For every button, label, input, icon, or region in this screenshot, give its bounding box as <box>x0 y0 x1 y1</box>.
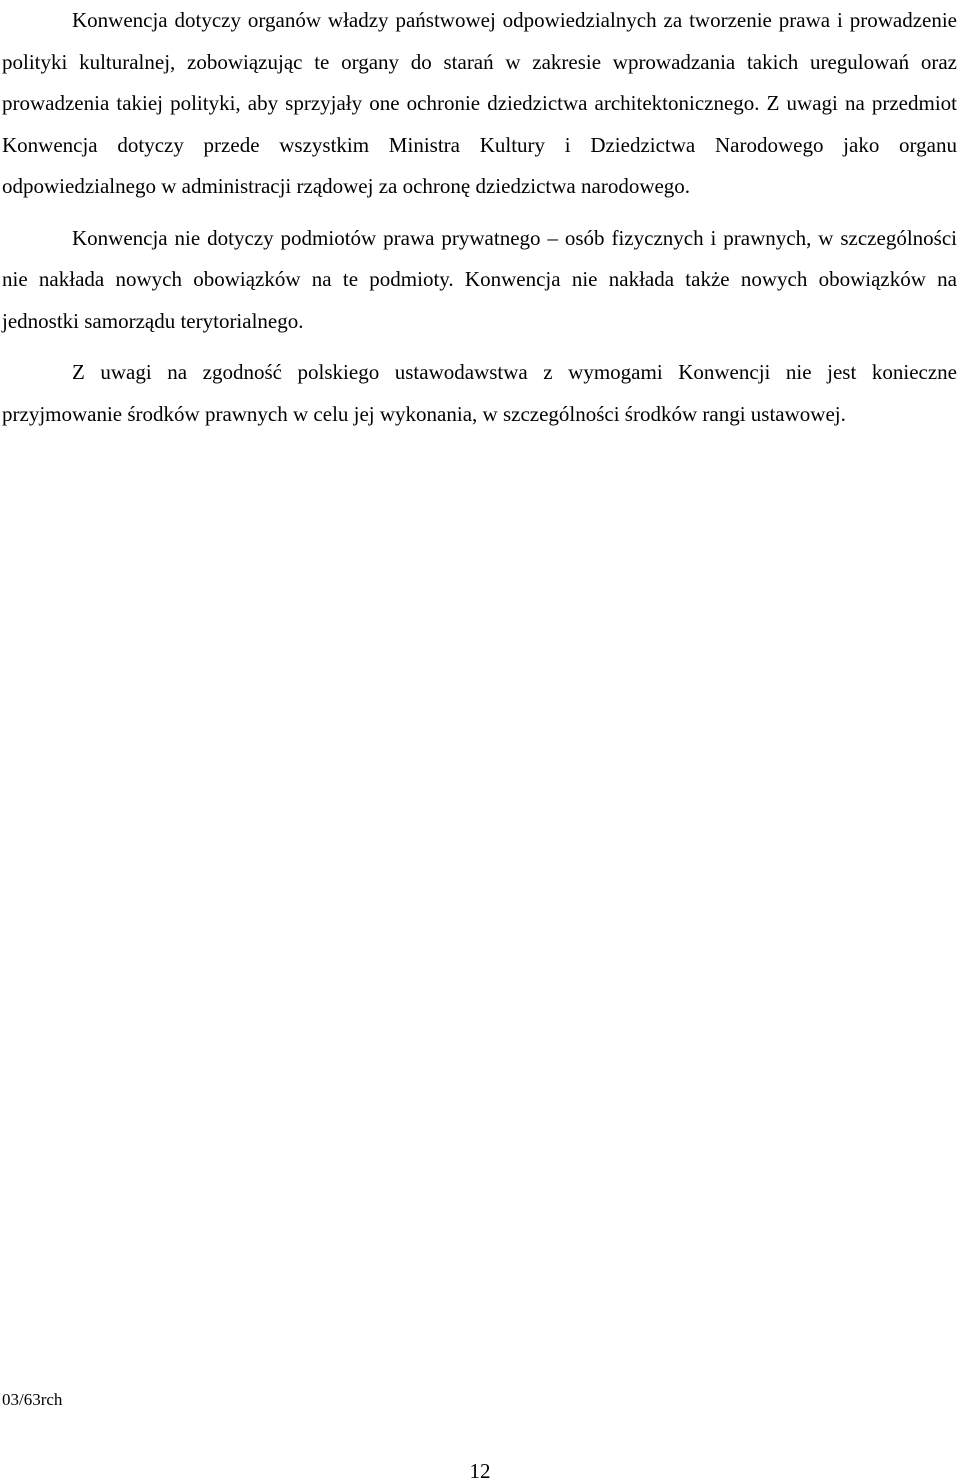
paragraph-legislation-compliance: Z uwagi na zgodność polskiego ustawodawstwa z wymogami Konwencji nie jest konieczne przyjmowanie środków prawnych w celu jej wykonania, w szczególności środków rangi ustawowej. <box>2 360 957 426</box>
paragraph-scope-of-convention: Konwencja dotyczy organów władzy państwowej odpowiedzialnych za tworzenie prawa i prowadzenie polityki kulturalnej, zobowiązując te organy do starań w zakresie wprowadzania takich uregulowań oraz prowadzenia takiej polityki, aby sprzyjały one ochronie dziedzictwa architektonicznego. Z uwagi na przedmiot Konwencja dotyczy przede wszystkim Ministra Kultury i Dziedzictwa Narodowego jako organu odpowiedzialnego w administracji rządowej za ochronę dziedzictwa narodowego. <box>2 8 957 198</box>
page-number: 12 <box>469 1459 491 1483</box>
footer-document-code: 03/63rch <box>2 1390 63 1409</box>
paragraph-private-entities: Konwencja nie dotyczy podmiotów prawa prywatnego – osób fizycznych i prawnych, w szczególności nie nakłada nowych obowiązków na te podmioty. Konwencja nie nakłada także nowych obowiązków na jednostki samorządu terytorialnego. <box>2 225 957 333</box>
body-text <box>2 0 957 435</box>
